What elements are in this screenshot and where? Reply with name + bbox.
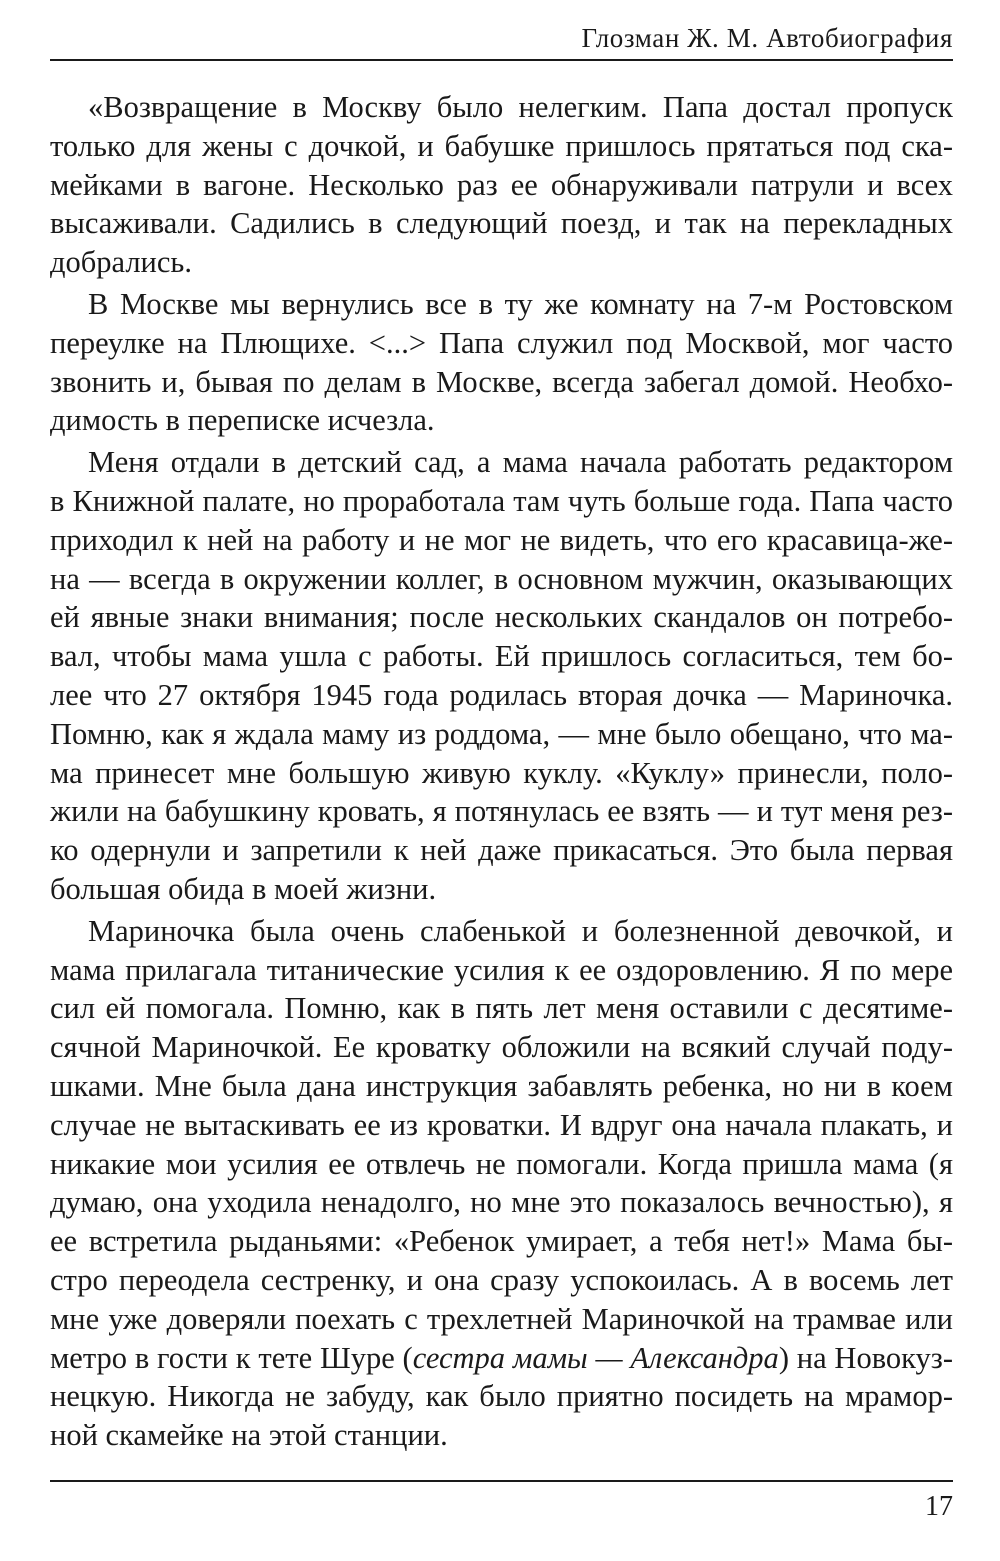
text-line: высаживали. Садились в следующий поезд, и так на перекладных: [50, 206, 953, 241]
text-line: мне уже доверяли поехать с трехлетней Мариночкой на трамвае или: [50, 1301, 953, 1336]
text-line: Помню, как я ждала маму из роддома, — мне было обещано, что ма-: [50, 716, 953, 751]
text-line: лее что 27 октября 1945 года родилась вторая дочка — Мариночка.: [50, 677, 953, 712]
text-line: В Москве мы вернулись все в ту же комнату на 7-м Ростовском: [88, 286, 953, 321]
text-line: большая обида в моей жизни.: [50, 871, 437, 906]
text-line: только для жены с дочкой, и бабушке пришлось прятаться под ска-: [50, 128, 953, 163]
text-line: димость в переписке исчезла.: [50, 403, 435, 438]
text-line: звонить и, бывая по делам в Москве, всегда забегал домой. Необхо-: [50, 364, 953, 399]
paragraph-1: [50, 88, 953, 282]
text-line: шками. Мне была дана инструкция забавлять ребенка, но ни в коем: [50, 1068, 953, 1103]
paragraph-2: [50, 285, 953, 440]
text-line: думаю, она уходила ненадолго, но мне это показалось вечностью), я: [50, 1185, 953, 1220]
text-line: переулке на Плющихе. <...> Папа служил под Москвой, мог часто: [50, 325, 953, 360]
text-line: стро переодела сестренку, и она сразу успокоилась. А в восемь лет: [50, 1262, 953, 1297]
text-line: добрались.: [50, 245, 192, 280]
text-line: мейками в вагоне. Несколько раз ее обнаруживали патрули и всех: [50, 167, 953, 202]
text-line: приходил к ней на работу и не мог не видеть, что его красавица-же-: [50, 522, 953, 557]
text-line: Мариночка была очень слабенькой и болезненной девочкой, и: [88, 913, 953, 948]
text-segment: метро в гости к тете Шуре (: [50, 1340, 413, 1375]
text-line: ко одернули и запретили к ней даже прикасаться. Это была первая: [50, 833, 953, 868]
text-line: никакие мои усилия ее отвлечь не помогали. Когда пришла мама (я: [50, 1146, 953, 1181]
text-line: ее встретила рыданьями: «Ребенок умирает, а тебя нет!» Мама бы-: [50, 1224, 953, 1259]
italic-note: сестра мамы — Александра: [412, 1340, 779, 1375]
paragraph-4: [50, 912, 953, 1455]
text-line: в Книжной палате, но проработала там чуть больше года. Папа часто: [50, 483, 953, 518]
text-line: жили на бабушкину кровать, я потянулась ее взять — и тут меня рез-: [50, 794, 953, 829]
text-line: ей явные знаки внимания; после нескольких скандалов он потребо-: [50, 600, 953, 635]
header-rule: [50, 59, 953, 61]
page-number: 17: [925, 1491, 953, 1522]
running-header: [50, 18, 953, 58]
text-line: случае не вытаскивать ее из кроватки. И вдруг она начала плакать, и: [50, 1107, 953, 1142]
text-line: «Возвращение в Москву было нелегким. Папа достал пропуск: [88, 90, 953, 124]
paragraph-3: [50, 443, 953, 909]
footer-rule: [50, 1480, 953, 1482]
text-line: ма принесет мне большую живую куклу. «Куклу» принесли, поло-: [50, 755, 953, 790]
text-line: Меня отдали в детский сад, а мама начала работать редактором: [88, 445, 953, 480]
body-text: [50, 88, 953, 1458]
text-line: вал, чтобы мама ушла с работы. Ей пришлось согласиться, тем бо-: [50, 639, 953, 674]
text-line: сячной Мариночкой. Ее кроватку обложили на всякий случай поду-: [50, 1030, 953, 1065]
text-line: на — всегда в окружении коллег, в основном мужчин, оказывающих: [50, 561, 953, 596]
text-segment: ) на Новокуз-: [778, 1340, 953, 1375]
text-line-with-italic: [50, 1339, 953, 1378]
text-line: мама прилагала титанические усилия к ее оздоровлению. Я по мере: [50, 952, 953, 987]
text-line: ной скамейке на этой станции.: [50, 1418, 448, 1453]
running-header-title: Глозман Ж. М. Автобиография: [581, 23, 953, 53]
text-line: сил ей помогала. Помню, как в пять лет меня оставили с десятиме-: [50, 991, 953, 1026]
text-line: нецкую. Никогда не забуду, как было приятно посидеть на мрамор-: [50, 1379, 953, 1414]
